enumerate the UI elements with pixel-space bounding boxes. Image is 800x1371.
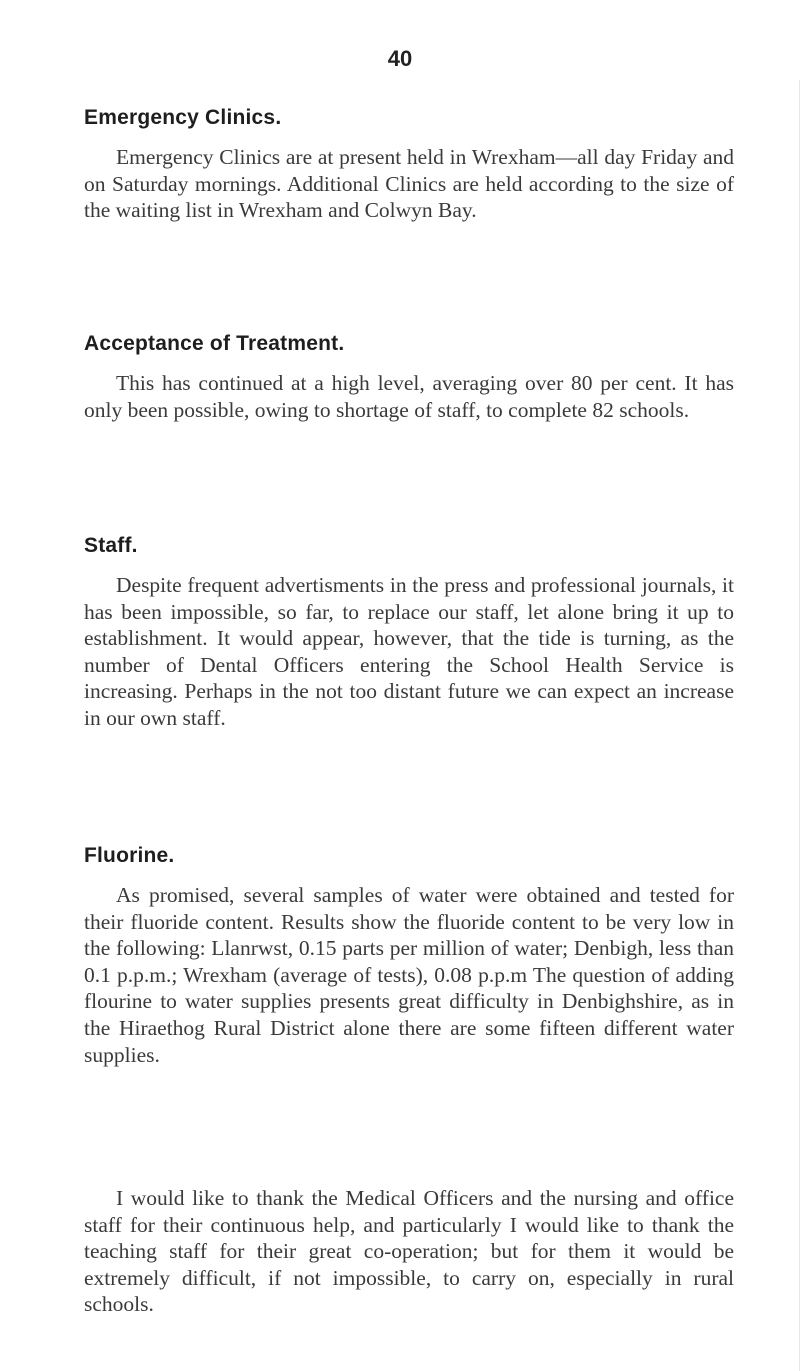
paragraph-emergency-clinics: Emergency Clinics are at present held in Wrexham—all day Friday and on Saturday mornings. Additional Clinics are held according to the size of the waiting list in Wrexham and Colwyn Bay. — [84, 145, 734, 223]
paragraph-acknowledgements: I would like to thank the Medical Officers and the nursing and office staff for their continuous help, and particularly I would like to thank the teaching staff for their great co-operation; but for them it would be extremely difficult, if not impossible, to carry on, especially in rural schools. — [84, 1186, 734, 1317]
page-number: 40 — [387, 46, 413, 71]
section-fluorine — [84, 844, 734, 1068]
heading-emergency-clinics: Emergency Clinics. — [84, 106, 282, 129]
section-staff — [84, 534, 734, 732]
paragraph-acceptance-of-treatment: This has continued at a high level, averaging over 80 per cent. It has only been possible, owing to shortage of staff, to complete 82 schools. — [84, 371, 734, 422]
paragraph-staff: Despite frequent advertisments in the press and professional journals, it has been impossible, so far, to replace our staff, let alone bring it up to establishment. It would appear, however, that the tide is turning, as the number of Dental Officers entering the School Health Service is increasing. Perhaps in the not too distant future we can expect an increase in our own staff. — [84, 573, 734, 730]
paragraph-fluorine: As promised, several samples of water were obtained and tested for their fluoride content. Results show the fluoride content to be very low in the following: Llanrwst, 0.15 parts per million of water; Denbigh, less than 0.1 p.p.m.; Wrexham (average of tests), 0.08 p.p.m The question of adding flourine to water supplies presents great difficulty in Denbighshire, as in the Hiraethog Rural District alone there are some fifteen different water supplies. — [84, 883, 734, 1067]
heading-staff: Staff. — [84, 534, 138, 557]
heading-acceptance-of-treatment: Acceptance of Treatment. — [84, 332, 345, 355]
section-acceptance-of-treatment — [84, 332, 734, 423]
section-emergency-clinics — [84, 106, 734, 224]
heading-fluorine: Fluorine. — [84, 844, 175, 867]
section-acknowledgements — [84, 1185, 734, 1318]
